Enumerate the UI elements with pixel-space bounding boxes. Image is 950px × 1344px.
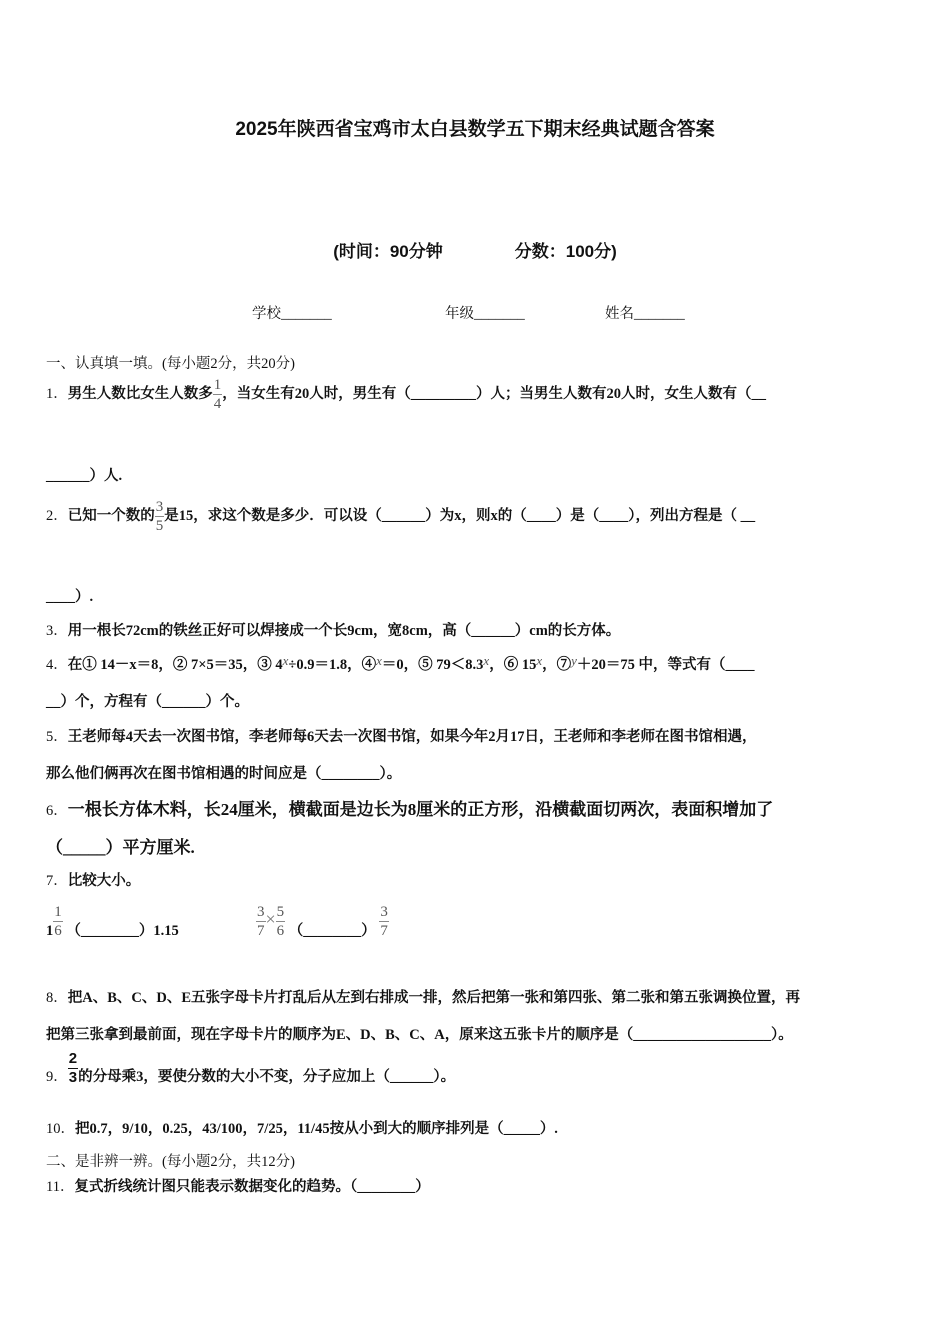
section-heading-1: 一、认真填一填。(每小题2分，共20分) [46, 356, 295, 372]
exam-meta [0, 237, 950, 262]
question-1-cont: ______）人. [46, 468, 123, 484]
question-4-cont: __）个，方程有（______）个。 [46, 694, 249, 710]
question-10: 10．把0.7，9/10，0.25，43/100，7/25，11/45按从小到大的顺序排列是（_____）. [46, 1121, 558, 1137]
fraction: $\frac{5}{6}$ [276, 904, 285, 939]
question-8: 8．把A、B、C、D、E五张字母卡片打乱后从左到右排成一排，然后把第一张和第四张、第二张和第五张调换位置，再 [46, 990, 801, 1006]
question-6-cont: （_____）平方厘米. [46, 838, 195, 857]
fraction: $\frac{2}{3}$ [68, 1050, 78, 1086]
question-5-cont: 那么他们俩再次在图书馆相遇的时间应是（________）。 [46, 766, 402, 782]
question-5: 5．王老师每4天去一次图书馆，李老师每6天去一次图书馆，如果今年2月17日，王老师和李老师在图书馆相遇， [46, 729, 757, 745]
grade-field: 年级_______ [445, 306, 525, 322]
question-7: 7．比较大小。 [46, 873, 141, 889]
compare-1: 1 $\frac{1}{6}$ （________）1.15 [46, 904, 179, 939]
school-field: 学校_______ [252, 306, 332, 322]
question-2: 2．已知一个数的 $\frac{3}{5}$ 是15，求这个数是多少．可以设（______）为x，则x的（____）是（____），列出方程是（ __ [46, 499, 756, 534]
compare-2: $\frac{3}{7}$ × $\frac{5}{6}$ （________） $\frac{3}{7}$ [257, 904, 388, 939]
question-1: 1．男生人数比女生人数多 $\frac{1}{4}$ ，当女生有20人时，男生有（_________）人；当男生人数有20人时，女生人数有（__ [46, 377, 766, 412]
fraction: $\frac{3}{5}$ [155, 499, 164, 534]
question-8-cont: 把第三张拿到最前面，现在字母卡片的顺序为E、D、B、C、A，原来这五张卡片的顺序是（___________________）。 [46, 1027, 793, 1043]
question-3: 3．用一根长72cm的铁丝正好可以焊接成一个长9cm，宽8cm，高（______）cm的长方体。 [46, 623, 621, 639]
fraction: $\frac{1}{6}$ [54, 904, 62, 939]
fraction: $\frac{3}{7}$ [257, 904, 265, 939]
question-9: 9． $\frac{2}{3}$ 的分母乘3，要使分数的大小不变，分子应加上（______）。 [46, 1050, 456, 1086]
exam-score: 分数：100分) [514, 242, 617, 261]
fraction: $\frac{1}{4}$ [213, 377, 222, 412]
exam-time: (时间：90分钟 [333, 242, 443, 261]
section-heading-2: 二、是非辨一辨。(每小题2分，共12分) [46, 1154, 295, 1170]
name-field: 姓名_______ [605, 306, 685, 322]
question-2-cont: ____）. [46, 589, 94, 605]
question-6: 6．一根长方体木料，长24厘米，横截面是边长为8厘米的正方形，沿横截面切两次，表面积增加了 [46, 800, 774, 819]
question-11: 11．复式折线统计图只能表示数据变化的趋势。（________） [46, 1179, 430, 1195]
page-title: 2025年陕西省宝鸡市太白县数学五下期末经典试题含答案 [235, 119, 715, 140]
question-4: 4．在① 14－x＝8，② 7×5＝35，③ 4x÷0.9＝1.8，④x＝0，⑤ 79＜8.3x，⑥ 15x，⑦y＋20＝75 中，等式有（____ [46, 653, 755, 673]
fraction: $\frac{3}{7}$ [380, 904, 388, 939]
